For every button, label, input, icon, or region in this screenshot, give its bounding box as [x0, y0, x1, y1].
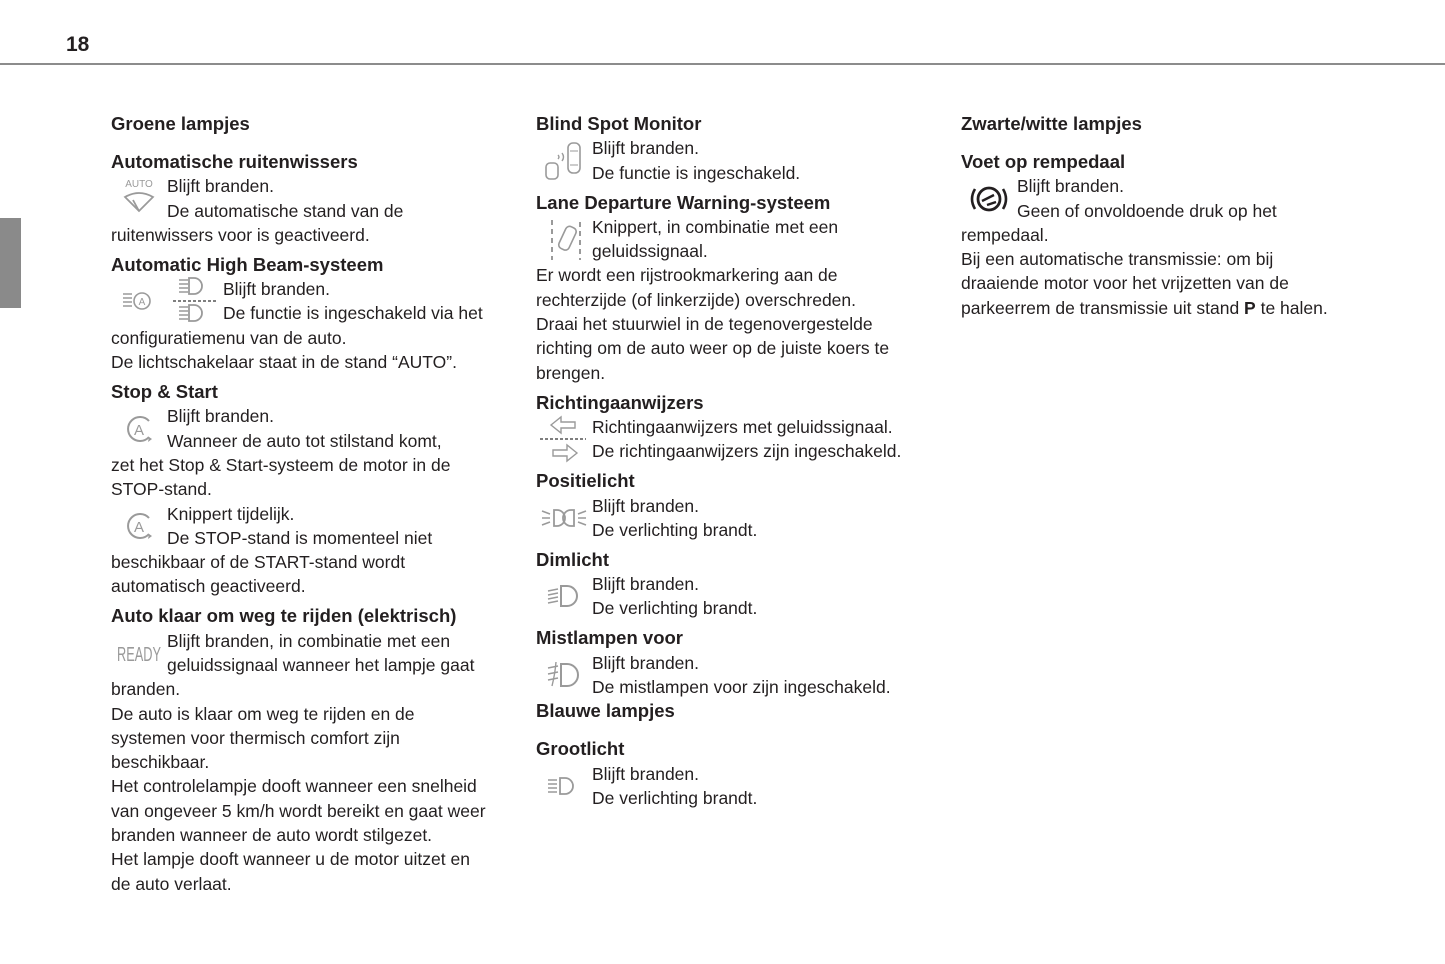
- description-line: Blijft branden.: [592, 652, 700, 673]
- warning-light-entry: [961, 174, 1371, 320]
- ready-icon: [111, 629, 167, 678]
- section-title: Groene lampjes: [111, 113, 250, 134]
- svg-text:A: A: [133, 421, 145, 439]
- svg-text:READY: READY: [117, 643, 161, 666]
- description-line: Blijft branden, in combinatie met een: [167, 630, 451, 651]
- warning-light-entry: [536, 494, 946, 543]
- turn-signal-icon: [536, 415, 592, 464]
- section-title: Blauwe lampjes: [536, 700, 675, 722]
- description-line: geluidssignaal.: [592, 241, 708, 262]
- warning-light-entry: [536, 762, 946, 811]
- description-line: branden wanneer de auto wordt stilgezet.: [111, 825, 433, 846]
- warning-light-entry: [111, 404, 521, 501]
- description-line: Draai het stuurwiel in de tegenovergestelde: [536, 314, 873, 335]
- description-line: geluidssignaal wanneer het lampje gaat: [167, 654, 475, 675]
- high-beam-icon: [536, 762, 592, 811]
- low-beam-icon: [536, 572, 592, 621]
- warning-light-entry: [536, 136, 946, 185]
- svg-text:A: A: [133, 518, 145, 536]
- description-line: Blijft branden.: [592, 138, 700, 159]
- description-line: beschikbaar.: [111, 752, 210, 773]
- subsection-heading: Auto klaar om weg te rijden (elektrisch): [111, 605, 457, 627]
- stop-start-icon: [111, 404, 167, 453]
- description-line: zet het Stop & Start-systeem de motor in de: [111, 454, 451, 475]
- description-line: De functie is ingeschakeld via het: [223, 303, 483, 324]
- warning-light-entry: [111, 629, 521, 896]
- warning-light-entry: [536, 215, 946, 385]
- description-line: STOP-stand.: [111, 479, 212, 500]
- subsection-heading: Lane Departure Warning-systeem: [536, 191, 831, 213]
- description-line: De lichtschakelaar staat in de stand “AUTO”.: [111, 352, 457, 373]
- warning-light-entry: [536, 572, 946, 621]
- description-line: van ongeveer 5 km/h wordt bereikt en gaat weer: [111, 800, 486, 821]
- svg-text:A: A: [138, 297, 146, 309]
- description-line: automatisch geactiveerd.: [111, 576, 306, 597]
- text-segment: te halen.: [1255, 297, 1328, 318]
- warning-light-entry: [111, 174, 521, 247]
- description-line: de auto verlaat.: [111, 873, 232, 894]
- description-line: Knippert, in combinatie met een: [592, 216, 839, 237]
- subsection-heading: Automatic High Beam-systeem: [111, 253, 384, 275]
- description-line: Blijft branden.: [592, 763, 700, 784]
- chapter-tab: [0, 218, 21, 308]
- description-line: Knippert tijdelijk.: [167, 503, 295, 524]
- subsection-heading: Richtingaanwijzers: [536, 391, 704, 413]
- description-line: systemen voor thermisch comfort zijn: [111, 727, 400, 748]
- subsection-heading: Blind Spot Monitor: [536, 113, 702, 134]
- warning-light-entry: [111, 502, 521, 599]
- subsection-heading: Grootlicht: [536, 738, 625, 760]
- description-line: De verlichting brandt.: [592, 598, 758, 619]
- lane-departure-icon: [536, 215, 592, 264]
- description-line: Blijft branden.: [167, 176, 275, 197]
- description-line: brengen.: [536, 362, 606, 383]
- front-fog-icon: [536, 651, 592, 700]
- description-line: De mistlampen voor zijn ingeschakeld.: [592, 676, 891, 697]
- description-line: Het lampje dooft wanneer u de motor uitzet en: [111, 849, 470, 870]
- header-rule: [0, 63, 1445, 65]
- description-line: [961, 296, 1371, 320]
- column-2: [536, 112, 946, 810]
- description-line: De richtingaanwijzers zijn ingeschakeld.: [592, 441, 902, 462]
- description-line: configuratiemenu van de auto.: [111, 327, 347, 348]
- description-line: De STOP-stand is momenteel niet: [167, 527, 433, 548]
- warning-light-entry: [536, 651, 946, 700]
- blind-spot-icon: [536, 136, 592, 185]
- section-title: Zwarte/witte lampjes: [961, 113, 1142, 134]
- description-line: Blijft branden.: [223, 279, 331, 300]
- warning-light-entry: [111, 277, 521, 374]
- subsection-heading: Automatische ruitenwissers: [111, 150, 358, 172]
- page-number: 18: [66, 33, 90, 56]
- description-line: Blijft branden.: [592, 574, 700, 595]
- svg-text:AUTO: AUTO: [125, 178, 153, 190]
- description-line: draaiende motor voor het vrijzetten van de: [961, 273, 1289, 294]
- description-line: rechterzijde (of linkerzijde) overschreden.: [536, 289, 856, 310]
- description-line: richting om de auto weer op de juiste koers te: [536, 338, 890, 359]
- subsection-heading: Voet op rempedaal: [961, 150, 1126, 172]
- description-line: Geen of onvoldoende druk op het: [1017, 200, 1277, 221]
- description-line: Wanneer de auto tot stilstand komt,: [167, 430, 442, 451]
- description-line: De verlichting brandt.: [592, 519, 758, 540]
- description-line: rempedaal.: [961, 224, 1049, 245]
- column-1: [111, 112, 521, 896]
- description-line: De functie is ingeschakeld.: [592, 162, 801, 183]
- description-line: De verlichting brandt.: [592, 787, 758, 808]
- description-line: Bij een automatische transmissie: om bij: [961, 249, 1274, 270]
- description-line: Het controlelampje dooft wanneer een snelheid: [111, 776, 477, 797]
- description-line: Blijft branden.: [592, 495, 700, 516]
- subsection-heading: Positielicht: [536, 470, 635, 492]
- description-line: beschikbaar of de START-stand wordt: [111, 552, 406, 573]
- description-line: Blijft branden.: [167, 406, 275, 427]
- description-line: Blijft branden.: [1017, 176, 1125, 197]
- warning-light-entry: [536, 415, 946, 464]
- bold-text: P: [1244, 297, 1256, 318]
- description-line: branden.: [111, 679, 181, 700]
- description-line: Er wordt een rijstrookmarkering aan de: [536, 265, 838, 286]
- brake-pedal-icon: [961, 174, 1017, 223]
- stop-start-icon: [111, 502, 167, 551]
- description-line: De auto is klaar om weg te rijden en de: [111, 703, 415, 724]
- auto-wiper-icon: [111, 174, 167, 223]
- text-segment: parkeerrem de transmissie uit stand: [961, 297, 1245, 318]
- column-3: [961, 112, 1371, 320]
- auto-high-beam-icon: [111, 277, 223, 326]
- subsection-heading: Mistlampen voor: [536, 627, 683, 649]
- description-line: De automatische stand van de: [167, 200, 404, 221]
- subsection-heading: Stop & Start: [111, 381, 218, 403]
- subsection-heading: Dimlicht: [536, 548, 609, 570]
- description-line: Richtingaanwijzers met geluidssignaal.: [592, 416, 893, 437]
- position-light-icon: [536, 494, 592, 543]
- description-line: ruitenwissers voor is geactiveerd.: [111, 224, 370, 245]
